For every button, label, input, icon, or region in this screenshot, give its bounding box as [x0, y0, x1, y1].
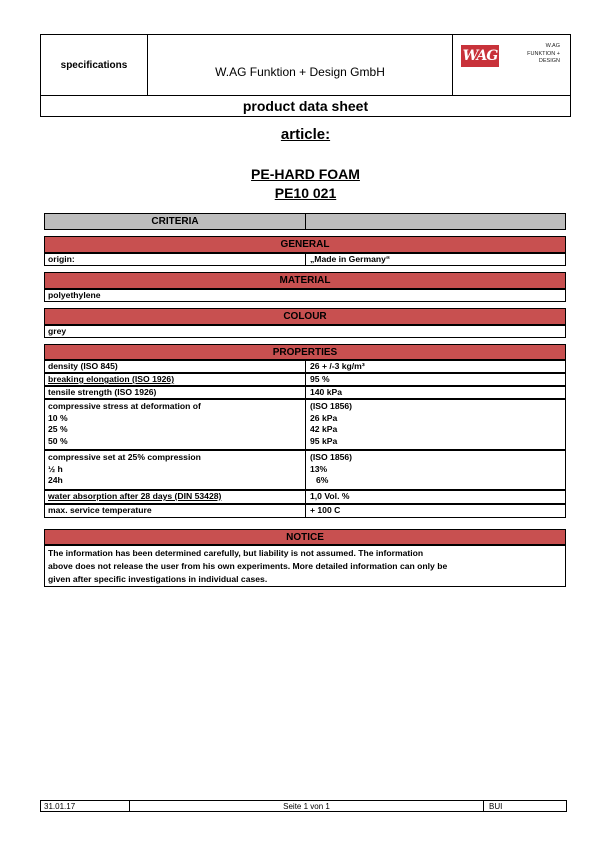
logo-cell — [452, 35, 570, 95]
table-row: polyethylene — [44, 289, 566, 302]
logo-text: W.AG FUNKTION + DESIGN — [527, 43, 560, 64]
table-row: water absorption after 28 days (DIN 53428) 1,0 Vol. % — [44, 490, 566, 504]
document-header — [40, 34, 571, 96]
section-properties: PROPERTIES — [44, 344, 566, 360]
footer-date: 31.01.17 — [44, 802, 76, 811]
criteria-header: CRITERIA — [44, 213, 566, 230]
table-row: tensile strength (ISO 1926) 140 kPa — [44, 386, 566, 399]
section-material: MATERIAL — [44, 272, 566, 289]
company-logo: WAG — [461, 45, 499, 67]
product-code: PE10 021 — [274, 185, 337, 201]
section-general: GENERAL — [44, 236, 566, 253]
table-row: compressive set at 25% compression ½ h 24h (ISO 1856) 13% 6% — [44, 450, 566, 490]
table-row: origin: „Made in Germany“ — [44, 253, 566, 266]
article-label: article: — [280, 126, 331, 143]
footer-author: BUI — [489, 802, 503, 811]
document-footer — [40, 800, 567, 812]
specifications-label: specifications — [41, 35, 148, 95]
section-notice: NOTICE — [44, 529, 566, 545]
section-colour: COLOUR — [44, 308, 566, 325]
table-row: max. service temperature + 100 C — [44, 504, 566, 518]
table-row: breaking elongation (ISO 1926) 95 % — [44, 373, 566, 386]
notice-text: The information has been determined carefully, but liability is not assumed. The information above does not release the user from his own experiments. More detailed information can only be given after specific investigations in individual cases. — [44, 545, 566, 587]
table-row: density (ISO 845) 26 + /-3 kg/m³ — [44, 360, 566, 373]
table-row: compressive stress at deformation of 10 % 25 % 50 % (ISO 1856) 26 kPa 42 kPa 95 kPa — [44, 399, 566, 450]
footer-page-number: Seite 1 von 1 — [129, 801, 484, 811]
doc-type-title: product data sheet — [40, 96, 571, 117]
table-row: grey — [44, 325, 566, 338]
company-name: W.AG Funktion + Design GmbH — [215, 65, 385, 79]
product-name: PE-HARD FOAM — [251, 166, 360, 182]
